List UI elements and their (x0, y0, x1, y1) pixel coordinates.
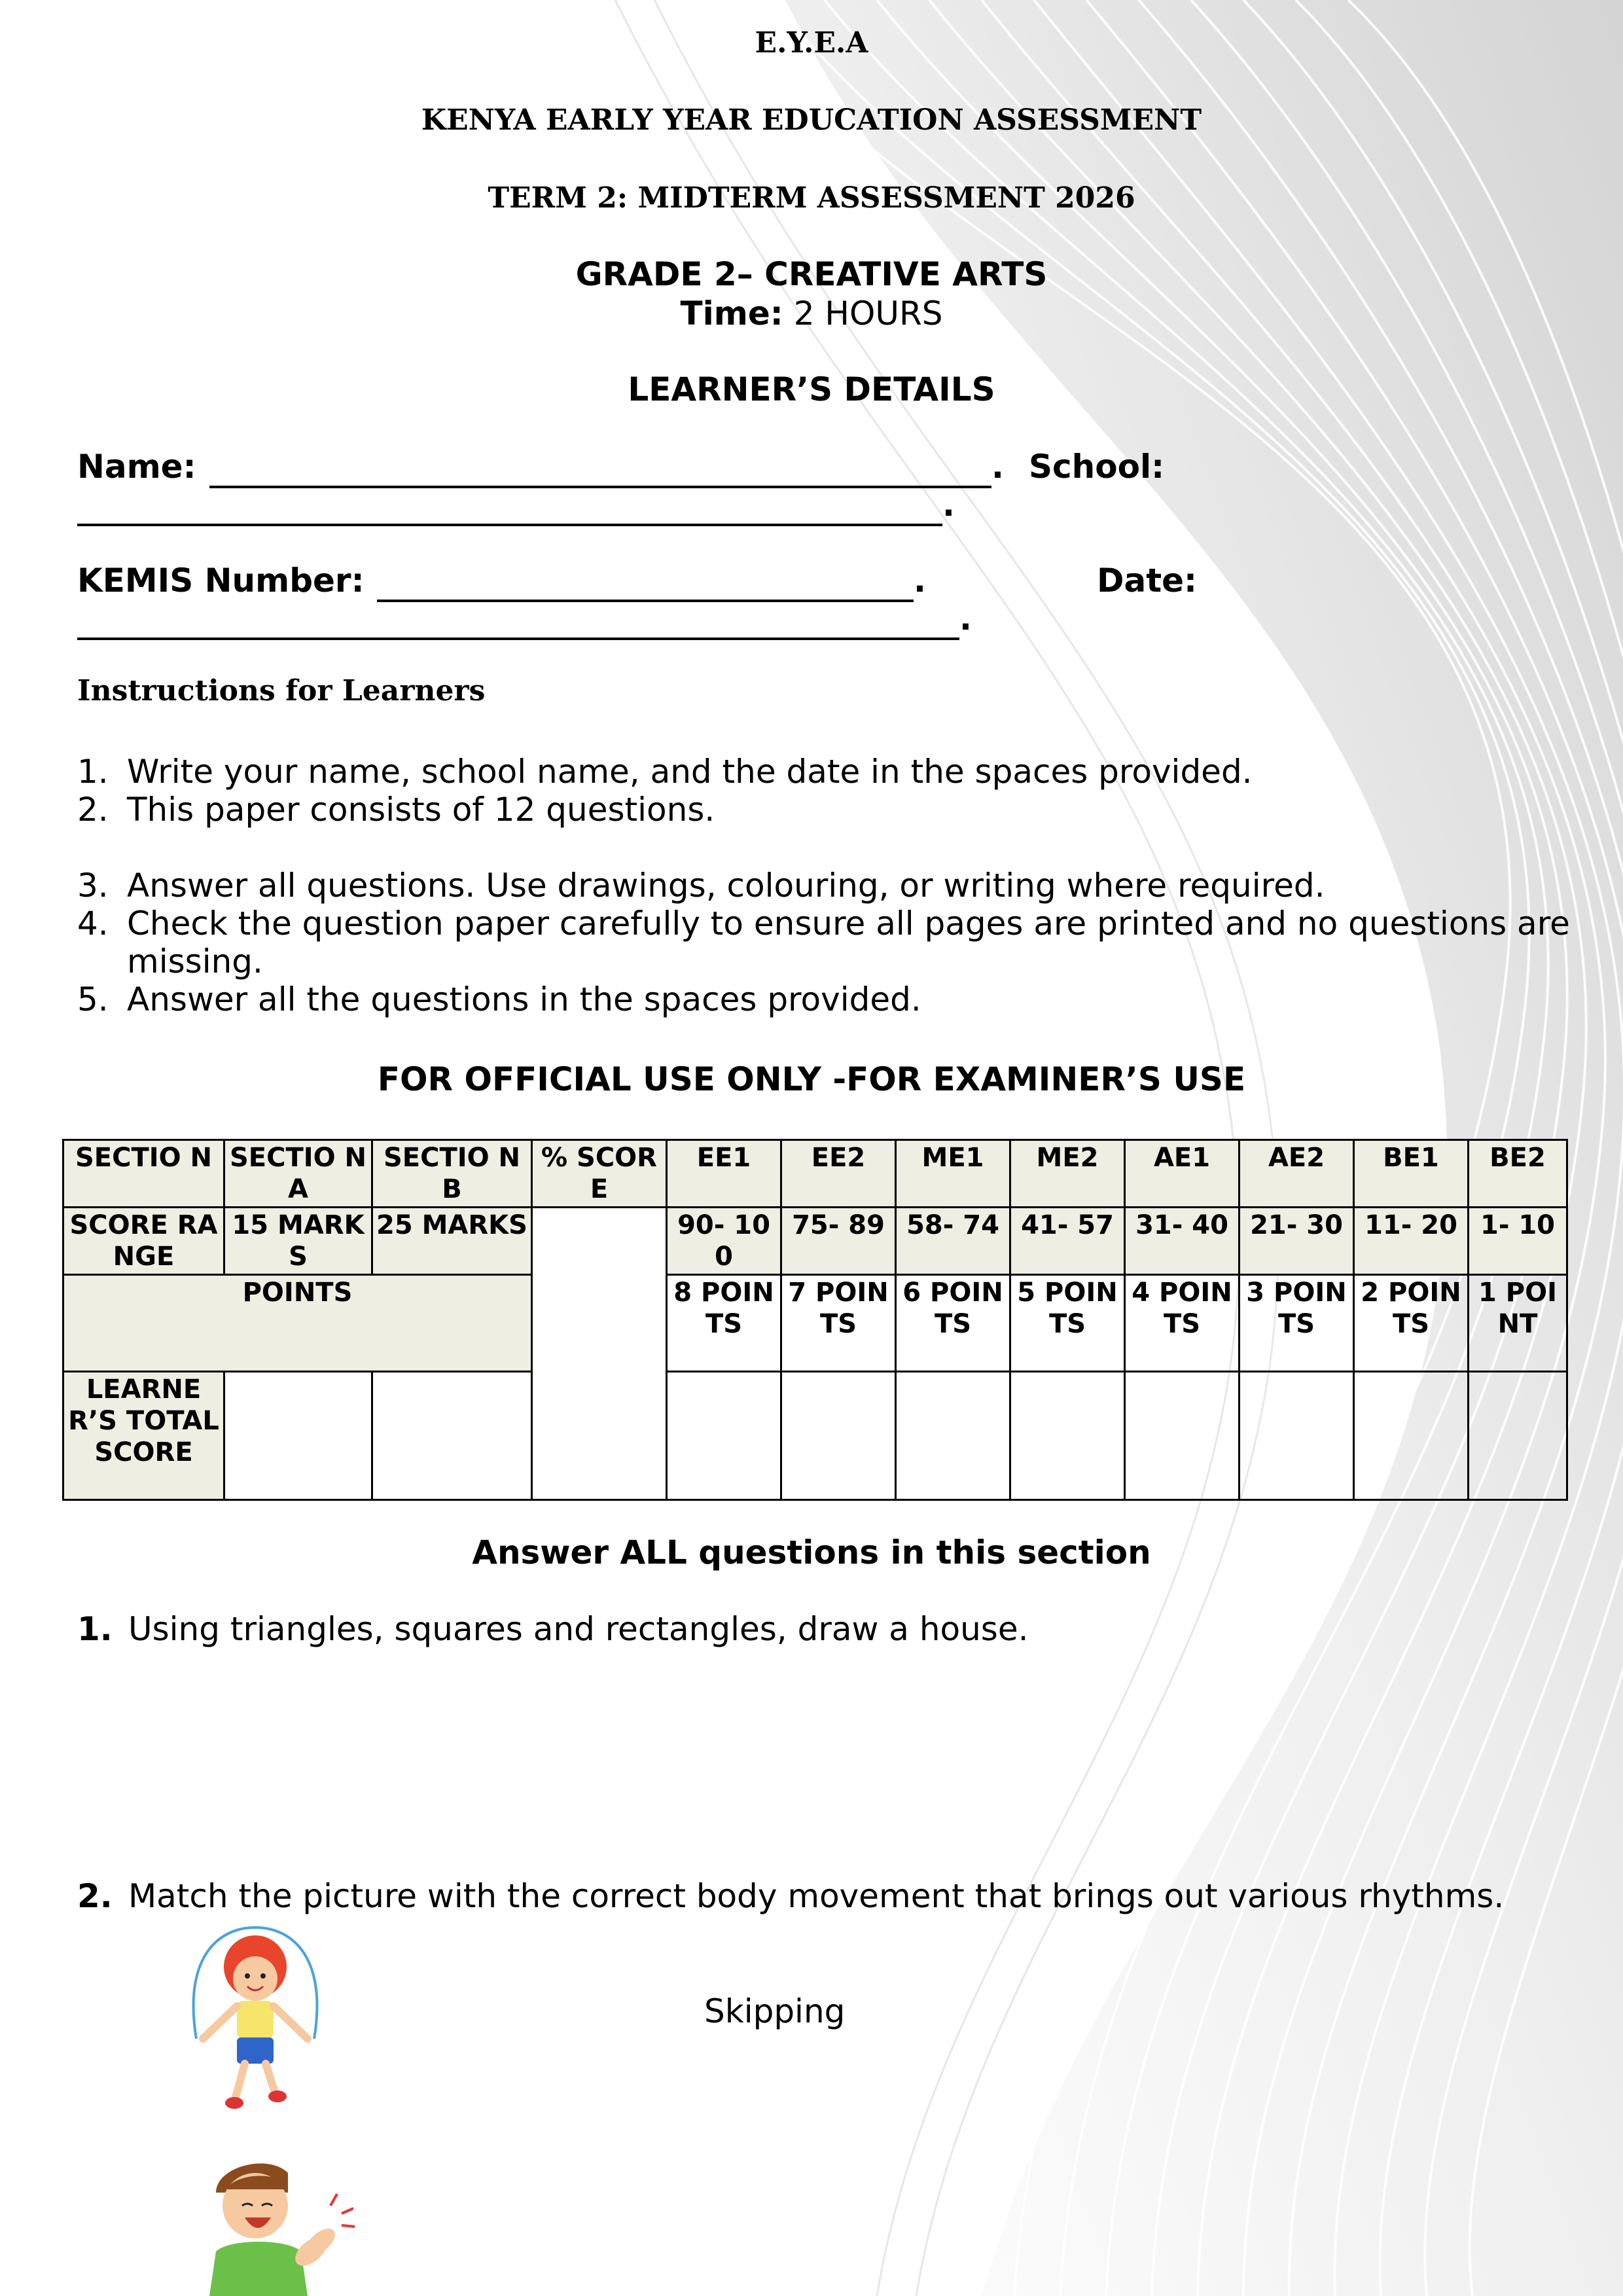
exam-page: E.Y.E.A KENYA EARLY YEAR EDUCATION ASSESSMENT TERM 2: MIDTERM ASSESSMENT 2026 GRADE 2– CREATIVE ARTS Time: 2 HOURS LEARNER’S DETAILS Name: . School: . KEMIS Number: . Date: . Instructions for Learners 1. Write your name, school name, and the date in the spaces provided. 2. This paper consists of 12 questions. 3. Answer all questions. Use drawings, colouring, or writing where required. 4. Check the question paper carefully to ensure all pages are printed and no questions are missing. 5. Answer all the questions in the spaces provided. FOR OFFICIAL USE ONLY -FOR EXAMINER’S USE SECTIO N SECTIO N A SECTIO N B % SCORE EE1 EE2 ME1 ME2 AE1 AE2 BE1 BE2 SCORE RANGE 15 MARKS 25 MARKS 90- 100 75- 89 58- 74 41- 57 31- 40 21- 30 11- 20 1- 10 POINTS 8 POIN TS 7 POIN TS 6 POIN TS 5 POIN TS 4 POIN TS 3 POIN TS 2 POIN TS 1 POI NT LEARNE R’S TOTAL SCORE Answer ALL questions in this section 1. Using triangles, squares and rectangles, draw a house. 2. Match the picture with the correct body movement that brings out various rhythms. Skipping (0, 0, 1623, 2296)
range-ae1: 31- 40 (1125, 1208, 1240, 1275)
range-be2: 1- 10 (1469, 1208, 1567, 1275)
total-score-label: LEARNE R’S TOTAL SCORE (63, 1372, 224, 1500)
section-heading: Answer ALL questions in this section (472, 1534, 1151, 1571)
points-ee2: 7 POIN TS (781, 1275, 896, 1372)
header-ee1: EE1 (667, 1140, 781, 1208)
time-line (0, 295, 1623, 332)
total-section-a-cell[interactable] (224, 1372, 372, 1500)
school-line-end: . (942, 486, 955, 524)
date-input-line[interactable] (77, 637, 959, 640)
range-be1: 11- 20 (1354, 1208, 1469, 1275)
question-1-text: Using triangles, squares and rectangles, draw a house. (128, 1610, 1029, 1648)
date-label: Date: (1097, 562, 1198, 600)
clapping-child-picture (190, 2153, 360, 2296)
total-section-b-cell[interactable] (372, 1372, 532, 1500)
score-table (62, 1139, 1568, 1501)
header-ae1: AE1 (1125, 1140, 1240, 1208)
points-be2: 1 POI NT (1469, 1275, 1567, 1372)
range-ae2: 21- 30 (1240, 1208, 1354, 1275)
section-a-marks: 15 MARKS (224, 1208, 372, 1275)
total-be1-cell[interactable] (1354, 1372, 1469, 1500)
total-me1-cell[interactable] (896, 1372, 1010, 1500)
date-line-end: . (959, 600, 972, 637)
table-row (63, 1208, 1567, 1275)
org-name: KENYA EARLY YEAR EDUCATION ASSESSMENT (421, 103, 1202, 137)
time-value: 2 HOURS (793, 295, 943, 332)
assessment-title: TERM 2: MIDTERM ASSESSMENT 2026 (488, 181, 1135, 215)
points-me1: 6 POIN TS (896, 1275, 1010, 1372)
section-b-marks: 25 MARKS (372, 1208, 532, 1275)
total-be2-cell[interactable] (1469, 1372, 1567, 1500)
instructions-heading: Instructions for Learners (77, 674, 486, 708)
total-ae2-cell[interactable] (1240, 1372, 1354, 1500)
header-me1: ME1 (896, 1140, 1010, 1208)
header-be2: BE2 (1469, 1140, 1567, 1208)
subject-title: GRADE 2– CREATIVE ARTS (575, 255, 1048, 293)
name-input-line[interactable] (209, 486, 991, 488)
option-skipping: Skipping (704, 1992, 846, 2030)
score-range-label: SCORE RANGE (63, 1208, 224, 1275)
learner-details-heading: LEARNER’S DETAILS (628, 370, 995, 408)
header-percent-score: % SCORE (532, 1140, 667, 1208)
table-row (63, 1140, 1567, 1208)
skipping-child-picture (177, 1921, 334, 2117)
kemis-input-line[interactable] (377, 600, 914, 602)
header-section-a: SECTIO N A (224, 1140, 372, 1208)
points-me2: 5 POIN TS (1010, 1275, 1125, 1372)
points-ae1: 4 POIN TS (1125, 1275, 1240, 1372)
time-label: Time: (680, 295, 783, 332)
question-2-number: 2. (77, 1877, 113, 1915)
kemis-label: KEMIS Number: (77, 562, 365, 600)
official-use-heading: FOR OFFICIAL USE ONLY -FOR EXAMINER’S USE (377, 1060, 1246, 1098)
points-be1: 2 POIN TS (1354, 1275, 1469, 1372)
points-label: POINTS (63, 1275, 532, 1372)
kemis-line-end: . (914, 562, 926, 600)
range-ee2: 75- 89 (781, 1208, 896, 1275)
header-section-b: SECTIO N B (372, 1140, 532, 1208)
table-row (63, 1275, 1567, 1372)
points-ae2: 3 POIN TS (1240, 1275, 1354, 1372)
question-2-text: Match the picture with the correct body movement that brings out various rhythms. (128, 1877, 1505, 1915)
school-label: School: (1029, 448, 1165, 486)
range-me1: 58- 74 (896, 1208, 1010, 1275)
header-section: SECTIO N (63, 1140, 224, 1208)
range-ee1: 90- 100 (667, 1208, 781, 1275)
total-ee2-cell[interactable] (781, 1372, 896, 1500)
percent-score-cell[interactable] (532, 1208, 667, 1500)
header-me2: ME2 (1010, 1140, 1125, 1208)
points-ee1: 8 POIN TS (667, 1275, 781, 1372)
total-me2-cell[interactable] (1010, 1372, 1125, 1500)
total-ae1-cell[interactable] (1125, 1372, 1240, 1500)
total-ee1-cell[interactable] (667, 1372, 781, 1500)
name-line-end: . (991, 448, 1004, 486)
header-ae2: AE2 (1240, 1140, 1354, 1208)
org-abbreviation: E.Y.E.A (755, 26, 868, 60)
table-row (63, 1372, 1567, 1500)
question-1-number: 1. (77, 1610, 113, 1648)
header-ee2: EE2 (781, 1140, 896, 1208)
range-me2: 41- 57 (1010, 1208, 1125, 1275)
school-input-line[interactable] (77, 524, 942, 526)
header-be1: BE1 (1354, 1140, 1469, 1208)
name-label: Name: (77, 448, 196, 486)
